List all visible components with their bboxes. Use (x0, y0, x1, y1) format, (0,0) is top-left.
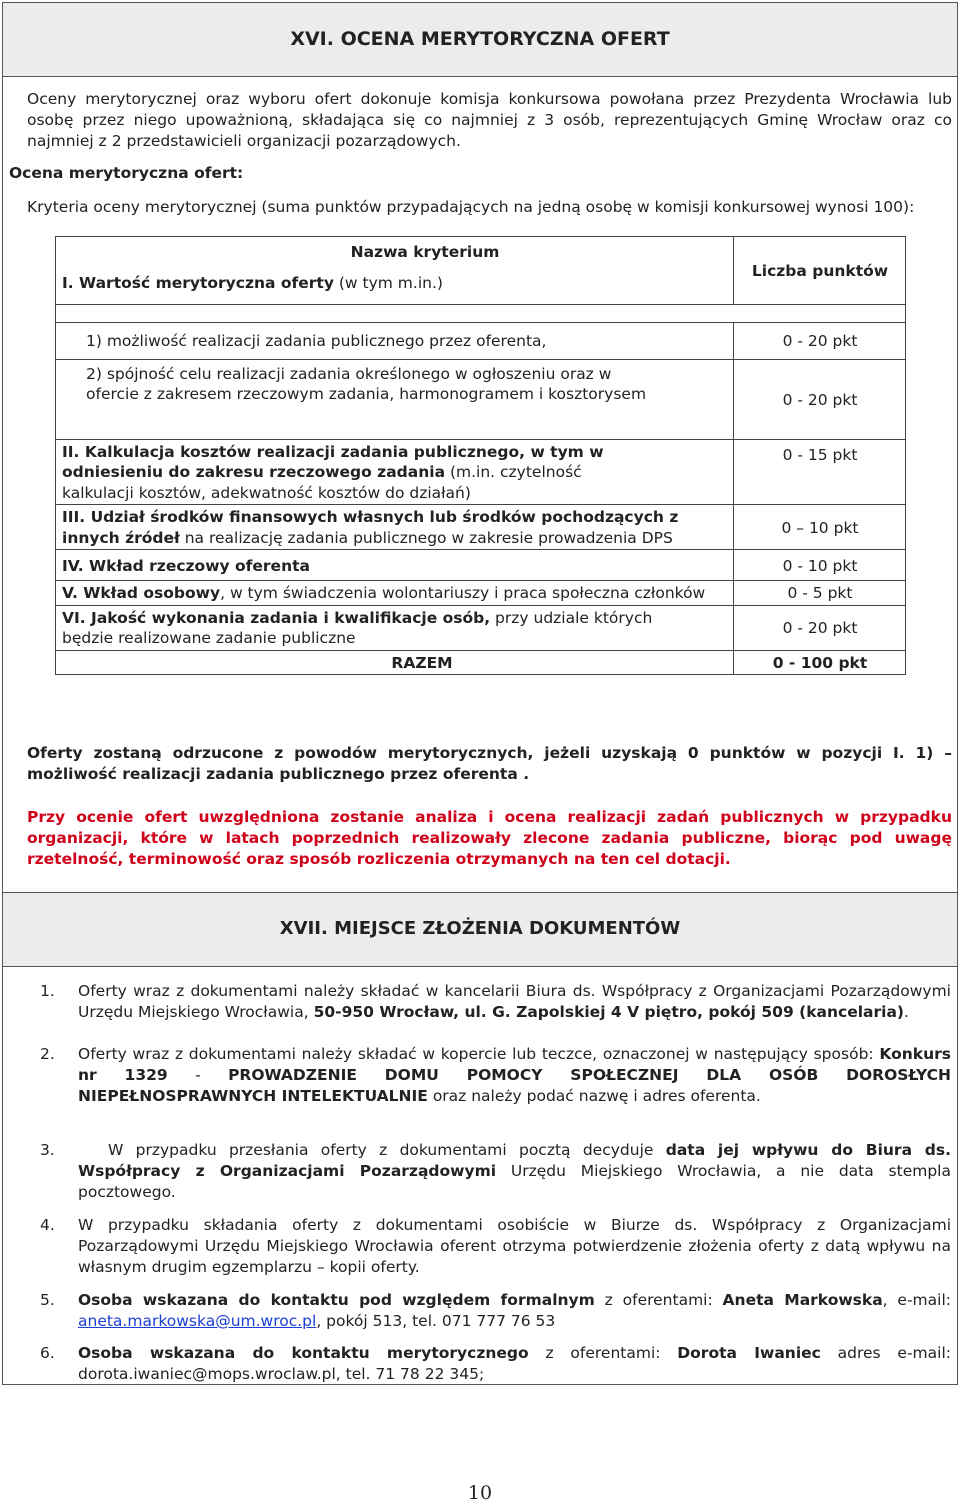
list-item-2 (40, 1044, 951, 1107)
row-5-bold: IV. Wkład rzeczowy oferenta (62, 556, 310, 575)
row-5-points: 0 - 10 pkt (734, 550, 906, 581)
row-2-text (56, 360, 734, 440)
row-3-text (56, 440, 734, 505)
red-note: Przy ocenie ofert uwzględniona zostanie analiza i ocena realizacji zadań publicznych w przypadku organizacji, które w latach poprzednich realizowały zlecone zadania publiczne, biorąc pod uwagę rzetelność, terminowość oraz sposób rozliczenia otrzymanych na ten cel dotacji. (27, 808, 952, 868)
group1-rest: (w tym m.in.) (333, 274, 443, 293)
list-num: 5. (40, 1291, 55, 1309)
item-6-bold: Osoba wskazana do kontaktu merytorycznego (78, 1344, 529, 1362)
item-5-name: Aneta Markowska (722, 1291, 883, 1309)
item-5-bold: Osoba wskazana do kontaktu pod względem formalnym (78, 1291, 595, 1309)
row-4-points: 0 – 10 pkt (734, 505, 906, 550)
table-gap (56, 305, 906, 323)
item-2-contest: Konkurs nr 1329 (78, 1045, 951, 1084)
row-7-text (56, 605, 734, 650)
row-6-text (56, 581, 734, 605)
email-link[interactable]: aneta.markowska@um.wroc.pl (78, 1311, 317, 1330)
criteria-table (55, 236, 906, 675)
item-3-end: Urzędu Miejskiego Wrocławia, a nie data stempla pocztowego. (78, 1161, 951, 1201)
col-points-header: Liczba punktów (734, 237, 906, 305)
list-num: 6. (40, 1344, 55, 1362)
item-4-text: W przypadku składania oferty z dokumentami osobiście w Biurze ds. Współpracy z Organizacjami Pozarządowymi Urzędu Miejskiego Wrocławia oferent otrzyma potwierdzenie złożenia oferty z datą wpływu na własnym drugim egzemplarzu – kopii oferty. (78, 1216, 951, 1276)
subheading: Ocena merytoryczna ofert: (9, 164, 244, 182)
section-xvii-title: XVII. MIEJSCE ZŁOŻENIA DOKUMENTÓW (3, 893, 957, 967)
row-3-bold: II. Kalkulacja kosztów realizacji zadania publicznego, w tym w odniesieniu do zakresu rzeczowego zadania (62, 443, 604, 482)
row-3-points: 0 - 15 pkt (734, 440, 906, 505)
row-5-text (56, 550, 734, 581)
page-number: 10 (467, 1482, 493, 1501)
item-5-text: z oferentami: (594, 1291, 723, 1309)
item-3-text: W przypadku przesłania oferty z dokumentami pocztą decyduje (108, 1141, 666, 1159)
row-2-points: 0 - 20 pkt (734, 360, 906, 440)
item-5-end: , pokój 513, tel. 071 777 76 53 (316, 1311, 556, 1330)
list-num: 4. (40, 1216, 55, 1234)
list-item-6 (40, 1343, 951, 1385)
item-2-text: Oferty wraz z dokumentami należy składać w kopercie lub teczce, oznaczonej w następujący sposób: (78, 1045, 880, 1063)
list-item-5 (40, 1290, 951, 1332)
group1-bold: I. Wartość merytoryczna oferty (62, 274, 334, 293)
list-num: 1. (40, 982, 55, 1000)
list-item-1 (40, 981, 951, 1023)
row-4-bold: III. Udział środków finansowych własnych lub środków pochodzących z innych źródeł (62, 508, 679, 547)
row-7-bold: VI. Jakość wykonania zadania i kwalifikacje osób, (62, 608, 491, 627)
item-5-email-label: , e-mail: (882, 1291, 951, 1309)
row-1-text (56, 323, 734, 360)
item-6-end: adres e-mail: dorota.iwaniec@mops.wroclaw.pl, tel. 71 78 22 345; (78, 1344, 951, 1383)
row-4-text (56, 505, 734, 550)
row-3-rest: (m.in. czytelność kalkulacji kosztów, adekwatność kosztów do działań) (62, 463, 582, 502)
section-xvi-title: XVI. OCENA MERYTORYCZNA OFERT (3, 3, 957, 77)
total-points: 0 - 100 pkt (734, 650, 906, 674)
row-6-points: 0 - 5 pkt (734, 581, 906, 605)
total-label: RAZEM (56, 650, 734, 674)
list-num: 3. (40, 1141, 55, 1159)
item-1-end: . (904, 1002, 909, 1021)
list-num: 2. (40, 1045, 55, 1063)
item-1-text: Oferty wraz z dokumentami należy składać w kancelarii Biura ds. Współpracy z Organizacjami Pozarządowymi Urzędu Miejskiego Wrocławia, (78, 982, 951, 1021)
item-2-title: PROWADZENIE DOMU POMOCY SPOŁECZNEJ DLA OSÓB DOROSŁYCH NIEPEŁNOSPRAWNYCH INTELEKTUALNIE (78, 1065, 952, 1105)
item-6-name: Dorota Iwaniec (677, 1344, 821, 1362)
row-6-bold: V. Wkład osobowy (62, 584, 221, 603)
row-7-points: 0 - 20 pkt (734, 605, 906, 650)
row-4-rest: na realizację zadania publicznego w zakresie prowadzenia DPS (179, 528, 673, 547)
list-item-4 (40, 1215, 951, 1278)
rejection-note: Oferty zostaną odrzucone z powodów merytorycznych, jeżeli uzyskają 0 punktów w pozycji I. 1) – możliwość realizacji zadania publicznego przez oferenta . (27, 744, 952, 783)
item-2-end: oraz należy podać nazwę i adres oferenta. (427, 1086, 761, 1105)
row-1-label: 1) możliwość realizacji zadania publicznego przez oferenta, (86, 332, 547, 351)
group1-label (62, 273, 728, 293)
col-name-header: Nazwa kryterium (350, 243, 500, 261)
row-7-rest: przy udziale których będzie realizowane zadanie publiczne (62, 608, 653, 648)
item-1-address: 50-950 Wrocław, ul. G. Zapolskiej 4 V piętro, pokój 509 (kancelaria) (313, 1002, 904, 1021)
row-1-points: 0 - 20 pkt (734, 323, 906, 360)
list-item-3 (40, 1140, 951, 1203)
header-name-cell (56, 237, 734, 305)
item-3-bold: data jej wpływu do Biura ds. Współpracy z Organizacjami Pozarządowymi (78, 1141, 952, 1180)
item-6-text: z oferentami: (528, 1344, 678, 1362)
row-6-rest: , w tym świadczenia wolontariuszy i praca społeczna członków (220, 584, 706, 603)
row-2-label: 2) spójność celu realizacji zadania określonego w ogłoszeniu oraz w ofercie z zakresem rzeczowym zadania, harmonogramem i kosztorysem (86, 365, 647, 404)
criteria-intro: Kryteria oceny merytorycznej (suma punktów przypadających na jedną osobę w komisji konkursowej wynosi 100): (27, 198, 915, 216)
intro-paragraph: Oceny merytorycznej oraz wyboru ofert dokonuje komisja konkursowa powołana przez Prezydenta Wrocławia lub osobę przez niego upoważnioną, składająca się co najmniej z 3 osób, reprezentujących Gminę Wrocław oraz co najmniej z 2 przedstawicieli organizacji pozarządowych. (27, 90, 952, 150)
item-2-dash: - (167, 1065, 229, 1084)
